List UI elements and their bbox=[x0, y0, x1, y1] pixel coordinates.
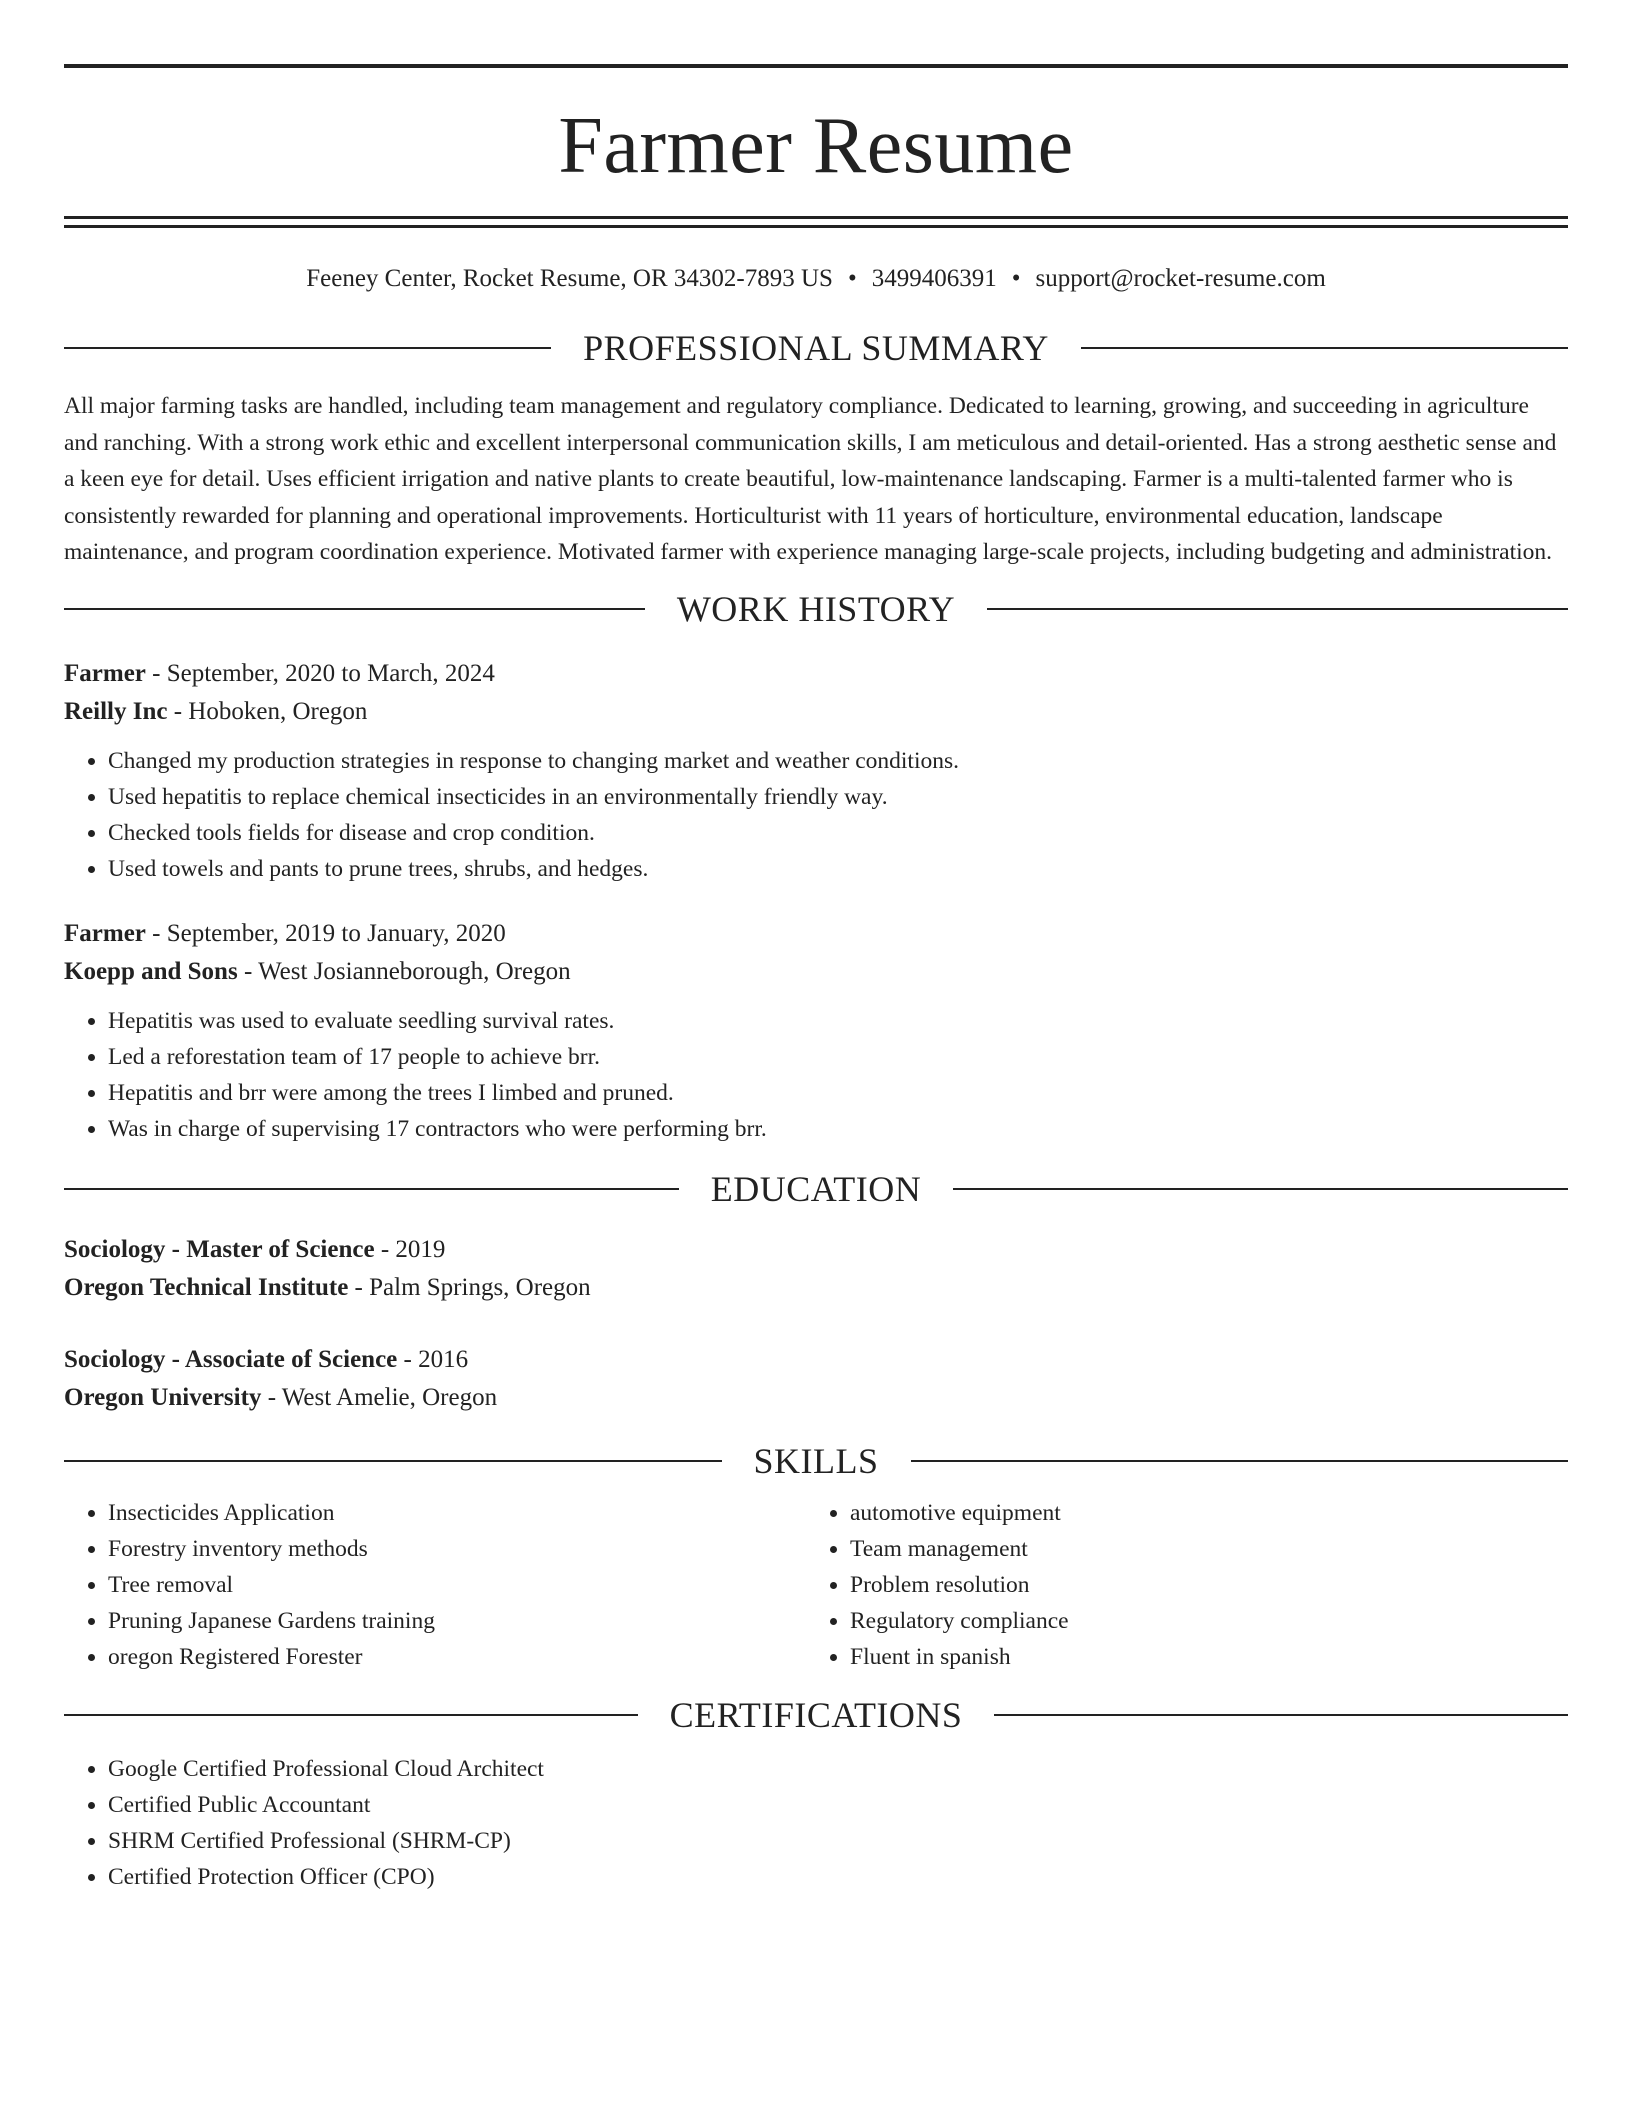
contact-email: support@rocket-resume.com bbox=[1035, 265, 1326, 292]
job-title-line bbox=[64, 915, 1568, 953]
list-item: • Hepatitis and brr were among the trees I limbed and pruned. bbox=[108, 1075, 1568, 1111]
job-company: Koepp and Sons bbox=[64, 957, 238, 985]
job-location: - Hoboken, Oregon bbox=[167, 697, 368, 725]
contact-phone: 3499406391 bbox=[871, 265, 997, 292]
heading-rule-left bbox=[64, 347, 551, 349]
heading-rule-left bbox=[64, 1714, 638, 1716]
list-item: • Certified Protection Officer (CPO) bbox=[108, 1859, 1568, 1895]
job-entry bbox=[64, 655, 1568, 887]
job-location: - West Josianneborough, Oregon bbox=[237, 957, 571, 985]
education-degree-line bbox=[64, 1341, 1568, 1379]
heading-rule-right bbox=[953, 1188, 1568, 1190]
education-school: Oregon University bbox=[64, 1383, 262, 1411]
section-title: EDUCATION bbox=[710, 1168, 922, 1209]
list-item: • Led a reforestation team of 17 people to achieve brr. bbox=[108, 1039, 1568, 1075]
job-title: Farmer bbox=[64, 659, 146, 687]
list-item: • Pruning Japanese Gardens training bbox=[108, 1603, 806, 1639]
list-item: • Problem resolution bbox=[850, 1567, 1548, 1603]
list-item: • Tree removal bbox=[108, 1567, 806, 1603]
certifications-block bbox=[64, 1751, 1568, 1895]
education-school-line bbox=[64, 1379, 1568, 1417]
job-company-line bbox=[64, 693, 1568, 731]
section-title: SKILLS bbox=[753, 1440, 879, 1481]
education-degree: Sociology - Master of Science bbox=[64, 1235, 375, 1263]
job-company: Reilly Inc bbox=[64, 697, 168, 725]
list-item: • Changed my production strategies in response to changing market and weather conditions. bbox=[108, 743, 1568, 779]
contact-line bbox=[64, 264, 1568, 294]
list-item: • Hepatitis was used to evaluate seedling survival rates. bbox=[108, 1003, 1568, 1039]
job-dates: - September, 2019 to January, 2020 bbox=[145, 919, 506, 947]
job-title-line bbox=[64, 655, 1568, 693]
education-school-line bbox=[64, 1269, 1568, 1307]
heading-rule-right bbox=[987, 608, 1568, 610]
contact-separator: • bbox=[1011, 265, 1021, 292]
education-degree-line bbox=[64, 1231, 1568, 1269]
contact-separator: • bbox=[847, 265, 857, 292]
top-rule bbox=[64, 64, 1568, 68]
skills-list-right bbox=[806, 1495, 1548, 1675]
summary-text: All major farming tasks are handled, including team management and regulatory compliance. Dedicated to learning, growing, and succeeding in agriculture and ranching. With a strong work ethic and excellent interpersonal communication skills, I am meticulous and detail-oriented. Has a strong aesthetic sense and a keen eye for detail. Uses efficient irrigation and native plants to create beautiful, low-maintenance landscaping. Farmer is a multi-talented farmer who is consistently rewarded for planning and operational improvements. Horticulturist with 11 years of horticulture, environmental education, landscape maintenance, and program coordination experience. Motivated farmer with experience managing large-scale projects, including budgeting and administration. bbox=[64, 393, 1557, 565]
education-year: - 2019 bbox=[374, 1235, 446, 1263]
education-degree: Sociology - Associate of Science bbox=[64, 1345, 398, 1373]
list-item: • Checked tools fields for disease and crop condition. bbox=[108, 815, 1568, 851]
list-item: • oregon Registered Forester bbox=[108, 1639, 806, 1675]
education-entry bbox=[64, 1341, 1568, 1417]
section-heading-summary bbox=[64, 330, 1568, 366]
heading-rule-right bbox=[911, 1460, 1569, 1462]
education-year: - 2016 bbox=[397, 1345, 469, 1373]
section-heading-education bbox=[64, 1168, 1568, 1209]
job-bullets bbox=[64, 743, 1568, 887]
education-entry bbox=[64, 1231, 1568, 1307]
heading-rule-left bbox=[64, 1460, 722, 1462]
heading-rule-left bbox=[64, 608, 645, 610]
list-item: • Forestry inventory methods bbox=[108, 1531, 806, 1567]
list-item: • Team management bbox=[850, 1531, 1548, 1567]
education-location: - West Amelie, Oregon bbox=[261, 1383, 498, 1411]
contact-address: Feeney Center, Rocket Resume, OR 34302-7893 US bbox=[306, 265, 833, 292]
education-school: Oregon Technical Institute bbox=[64, 1273, 349, 1301]
list-item: • Used hepatitis to replace chemical insecticides in an environmentally friendly way. bbox=[108, 779, 1568, 815]
list-item: • Regulatory compliance bbox=[850, 1603, 1548, 1639]
heading-rule-right bbox=[1081, 347, 1568, 349]
job-entry bbox=[64, 915, 1568, 1147]
list-item: • Fluent in spanish bbox=[850, 1639, 1548, 1675]
job-company-line bbox=[64, 953, 1568, 991]
education-location: - Palm Springs, Oregon bbox=[348, 1273, 591, 1301]
skills-list-left bbox=[64, 1495, 806, 1675]
list-item: • Google Certified Professional Cloud Architect bbox=[108, 1751, 1568, 1787]
list-item: • Was in charge of supervising 17 contractors who were performing brr. bbox=[108, 1111, 1568, 1147]
page-title: Farmer Resume bbox=[558, 102, 1074, 190]
title-double-rule bbox=[64, 216, 1568, 228]
job-title: Farmer bbox=[64, 919, 146, 947]
list-item: • SHRM Certified Professional (SHRM-CP) bbox=[108, 1823, 1568, 1859]
section-heading-work-history bbox=[64, 588, 1568, 629]
skills-columns bbox=[64, 1495, 1568, 1675]
section-title: CERTIFICATIONS bbox=[669, 1694, 963, 1735]
section-title: WORK HISTORY bbox=[676, 588, 956, 629]
list-item: • automotive equipment bbox=[850, 1495, 1548, 1531]
certifications-list bbox=[64, 1751, 1568, 1895]
list-item: • Certified Public Accountant bbox=[108, 1787, 1568, 1823]
section-heading-certifications bbox=[64, 1694, 1568, 1735]
heading-rule-left bbox=[64, 1188, 679, 1190]
job-dates: - September, 2020 to March, 2024 bbox=[145, 659, 495, 687]
resume-page bbox=[64, 64, 1568, 1895]
section-heading-skills bbox=[64, 1440, 1568, 1481]
list-item: • Used towels and pants to prune trees, shrubs, and hedges. bbox=[108, 851, 1568, 887]
job-bullets bbox=[64, 1003, 1568, 1147]
section-title: PROFESSIONAL SUMMARY bbox=[583, 328, 1049, 368]
list-item: • Insecticides Application bbox=[108, 1495, 806, 1531]
heading-rule-right bbox=[994, 1714, 1568, 1716]
